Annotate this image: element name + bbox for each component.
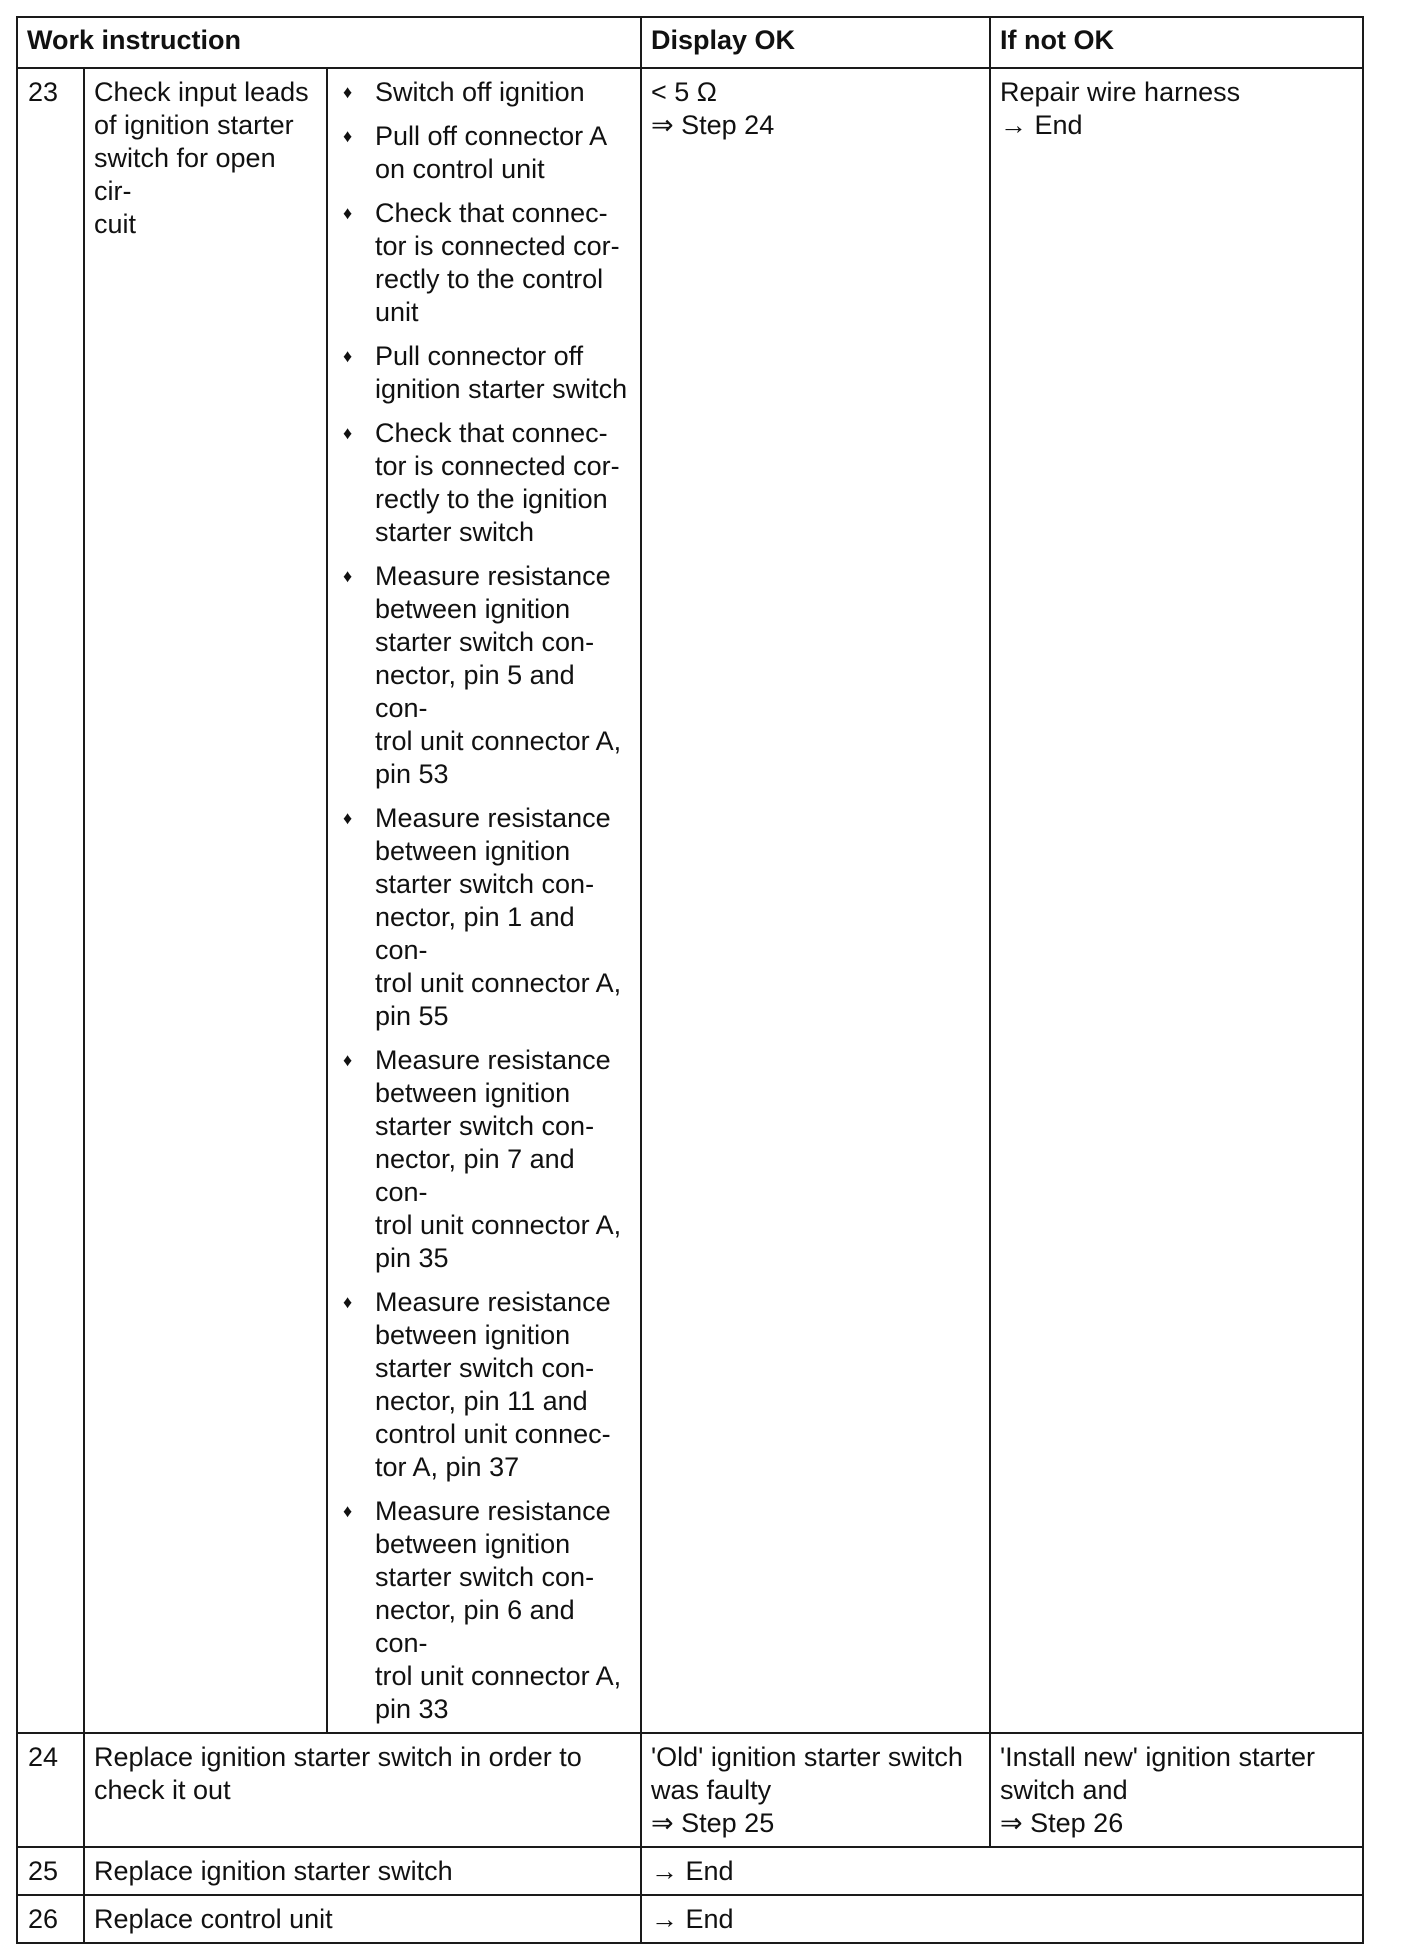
sub-step-item [337, 417, 631, 549]
instruction-line: of ignition starter [94, 110, 294, 140]
sub-step-line: between ignition [375, 1320, 571, 1350]
table-row-step-23 [17, 68, 1363, 1733]
sub-step-line: trol unit connector A, [375, 1210, 622, 1240]
sub-step-line: tor is connected cor- [375, 451, 620, 481]
sub-step-line: unit [375, 297, 419, 327]
sub-step-line: between ignition [375, 594, 571, 624]
sub-steps-cell [327, 68, 641, 1733]
step-number: 24 [17, 1733, 84, 1847]
header-display-ok: Display OK [641, 17, 990, 68]
sub-step-line: starter switch [375, 517, 535, 547]
sub-step-line: tor A, pin 37 [375, 1452, 520, 1482]
sub-step-item [337, 76, 631, 109]
sub-step-line: trol unit connector A, [375, 1661, 622, 1691]
diamond-bullet-icon: ♦ [343, 126, 353, 146]
table-row-step-24 [17, 1733, 1363, 1847]
instruction-line: switch for open cir- [94, 143, 276, 206]
sub-step-line: Measure resistance [375, 1496, 611, 1526]
instruction-line: Replace ignition starter switch in order to [94, 1742, 582, 1772]
display-ok-cell [641, 68, 990, 1733]
sub-step-item [337, 340, 631, 406]
sub-step-line: control unit connec- [375, 1419, 611, 1449]
display-ok-cell [641, 1733, 990, 1847]
sub-step-item [337, 1286, 631, 1484]
sub-step-item [337, 197, 631, 329]
result-cell: → End [641, 1895, 1363, 1943]
step-number: 26 [17, 1895, 84, 1943]
diamond-bullet-icon: ♦ [343, 1050, 353, 1070]
sub-step-line: between ignition [375, 836, 571, 866]
sub-step-item [337, 802, 631, 1033]
sub-step-line: starter switch con- [375, 1111, 595, 1141]
instruction-line: cuit [94, 209, 137, 239]
sub-step-line: nector, pin 11 and [375, 1386, 588, 1416]
sub-step-line: ignition starter switch [375, 374, 628, 404]
sub-step-line: trol unit connector A, [375, 968, 622, 998]
sub-step-line: Pull off connector A [375, 121, 608, 151]
if-not-ok-line: ⇒ Step 26 [1000, 1808, 1124, 1838]
display-ok-line: was faulty [651, 1775, 772, 1805]
if-not-ok-line: → End [1000, 110, 1083, 140]
diamond-bullet-icon: ♦ [343, 566, 353, 586]
instruction-cell [84, 1847, 641, 1895]
sub-step-line: starter switch con- [375, 1562, 595, 1592]
sub-step-line: on control unit [375, 154, 545, 184]
sub-step-item [337, 120, 631, 186]
sub-step-item [337, 1044, 631, 1275]
if-not-ok-cell [990, 1733, 1363, 1847]
sub-step-line: nector, pin 5 and con- [375, 660, 575, 723]
sub-step-line: nector, pin 6 and con- [375, 1595, 575, 1658]
diamond-bullet-icon: ♦ [343, 423, 353, 443]
instruction-line: Replace ignition starter switch [94, 1856, 453, 1886]
table-row-step-26 [17, 1895, 1363, 1943]
diamond-bullet-icon: ♦ [343, 203, 353, 223]
instruction-line: check it out [94, 1775, 231, 1805]
header-work-instruction: Work instruction [17, 17, 641, 68]
sub-step-line: Pull connector off [375, 341, 584, 371]
sub-steps-list [337, 76, 631, 1726]
sub-step-line: pin 35 [375, 1243, 449, 1273]
instruction-cell [84, 1895, 641, 1943]
sub-step-line: Measure resistance [375, 803, 611, 833]
if-not-ok-cell [990, 68, 1363, 1733]
display-ok-line: 'Old' ignition starter switch [651, 1742, 963, 1772]
sub-step-item [337, 560, 631, 791]
sub-step-line: Check that connec- [375, 418, 608, 448]
diamond-bullet-icon: ♦ [343, 346, 353, 366]
diamond-bullet-icon: ♦ [343, 1501, 353, 1521]
sub-step-line: starter switch con- [375, 627, 595, 657]
sub-step-line: nector, pin 7 and con- [375, 1144, 575, 1207]
sub-step-line: pin 33 [375, 1694, 449, 1724]
display-ok-line: ⇒ Step 24 [651, 110, 775, 140]
sub-step-item [337, 1495, 631, 1726]
sub-step-line: rectly to the control [375, 264, 604, 294]
sub-step-line: rectly to the ignition [375, 484, 608, 514]
sub-step-line: Measure resistance [375, 1287, 611, 1317]
diamond-bullet-icon: ♦ [343, 1292, 353, 1312]
header-if-not-ok: If not OK [990, 17, 1363, 68]
diamond-bullet-icon: ♦ [343, 82, 353, 102]
sub-step-line: nector, pin 1 and con- [375, 902, 575, 965]
if-not-ok-line: Repair wire harness [1000, 77, 1241, 107]
sub-step-line: Measure resistance [375, 1045, 611, 1075]
step-number: 23 [17, 68, 84, 1733]
table-row-step-25 [17, 1847, 1363, 1895]
sub-step-line: between ignition [375, 1529, 571, 1559]
sub-step-line: between ignition [375, 1078, 571, 1108]
result-cell: → End [641, 1847, 1363, 1895]
instruction-cell [84, 68, 327, 1733]
work-instruction-table [16, 16, 1364, 1944]
sub-step-line: Check that connec- [375, 198, 608, 228]
diamond-bullet-icon: ♦ [343, 808, 353, 828]
display-ok-line: < 5 Ω [651, 77, 717, 107]
sub-step-line: starter switch con- [375, 869, 595, 899]
if-not-ok-line: switch and [1000, 1775, 1128, 1805]
sub-step-line: trol unit connector A, [375, 726, 622, 756]
sub-step-line: tor is connected cor- [375, 231, 620, 261]
if-not-ok-line: 'Install new' ignition starter [1000, 1742, 1315, 1772]
instruction-line: Replace control unit [94, 1904, 333, 1934]
sub-step-line: pin 55 [375, 1001, 449, 1031]
display-ok-line: ⇒ Step 25 [651, 1808, 775, 1838]
instruction-cell [84, 1733, 641, 1847]
table-header-row [17, 17, 1363, 68]
sub-step-line: starter switch con- [375, 1353, 595, 1383]
sub-step-line: Switch off ignition [375, 77, 585, 107]
sub-step-line: pin 53 [375, 759, 449, 789]
instruction-line: Check input leads [94, 77, 309, 107]
step-number: 25 [17, 1847, 84, 1895]
sub-step-line: Measure resistance [375, 561, 611, 591]
